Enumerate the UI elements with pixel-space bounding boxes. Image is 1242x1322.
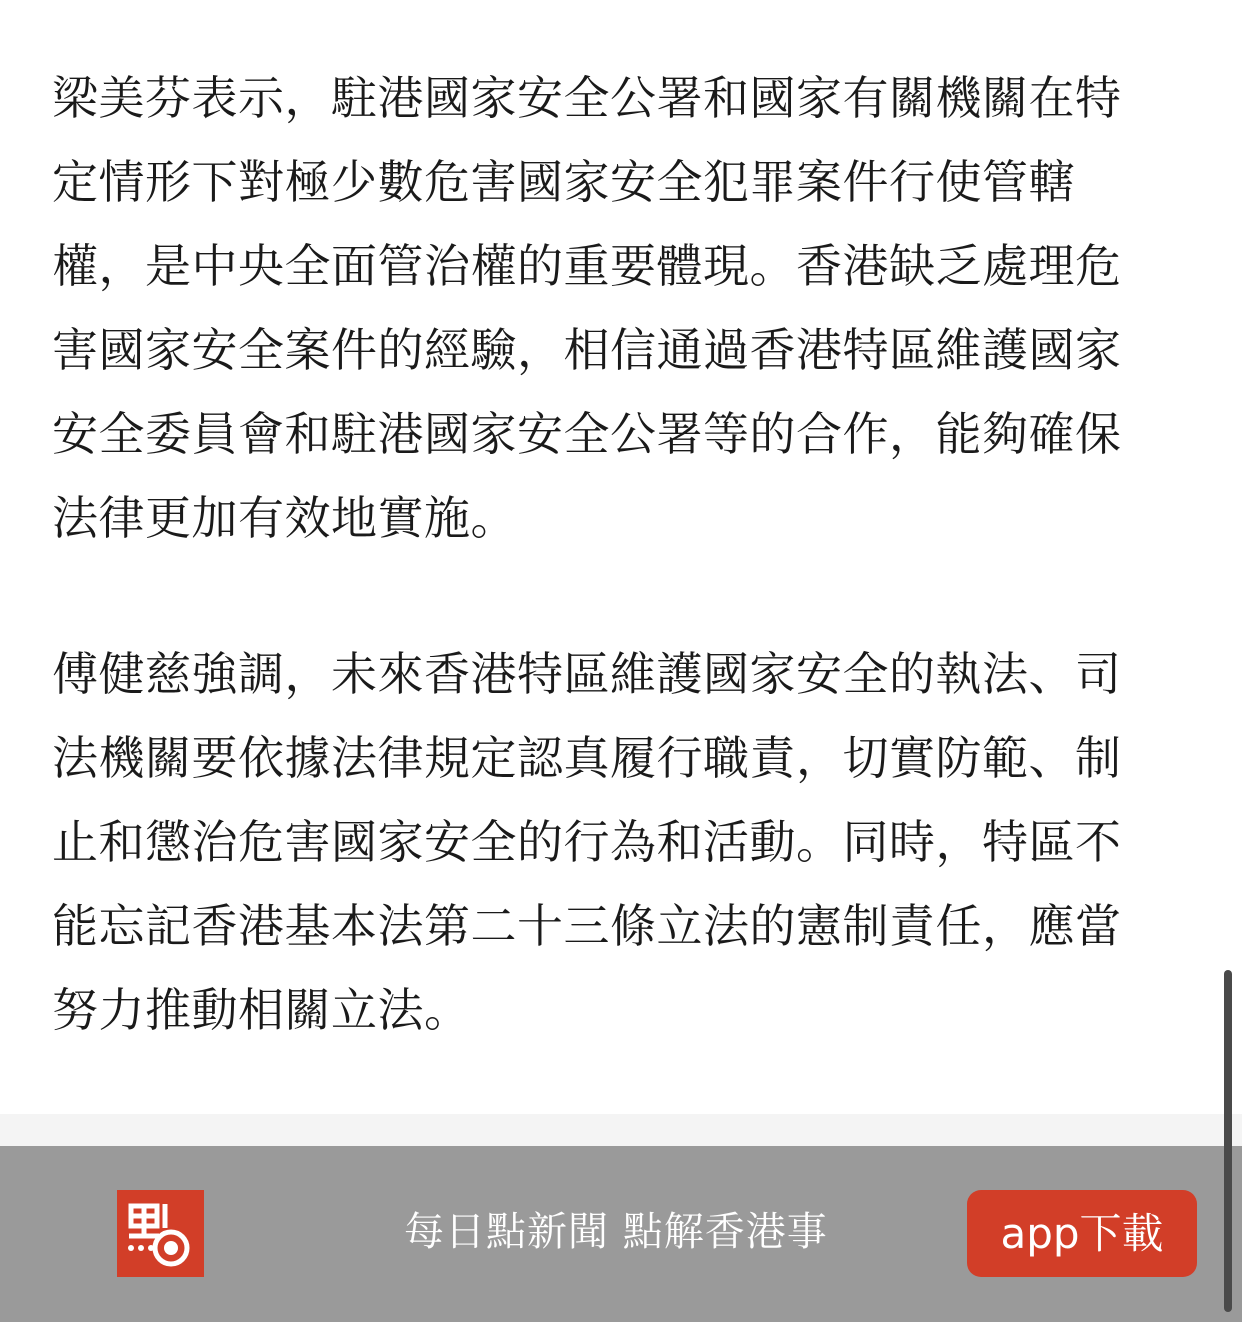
article-paragraph-1: 梁美芬表示，駐港國家安全公署和國家有關機關在特定情形下對極少數危害國家安全犯罪案件行使管轄權，是中央全面管治權的重要體現。香港缺乏處理危害國家安全案件的經驗，相信通過香港特區維護國家安全委員會和駐港國家安全公署等的合作，能夠確保法律更加有效地實施。 [52, 71, 1122, 545]
article-paragraph-2: 傅健慈強調，未來香港特區維護國家安全的執法、司法機關要依據法律規定認真履行職責，切實防範、制止和懲治危害國家安全的行為和活動。同時，特區不能忘記香港基本法第二十三條立法的憲制責任，應當努力推動相關立法。 [52, 647, 1122, 1037]
article-body [52, 56, 1160, 1052]
app-promo-bar [0, 1146, 1242, 1322]
app-download-button[interactable]: app下載 [967, 1190, 1197, 1277]
dot-news-logo-icon [117, 1190, 204, 1277]
scrollbar-thumb[interactable] [1224, 970, 1232, 1312]
promo-slogan: 每日點新聞 點解香港事 [404, 1209, 828, 1255]
bottom-bar-divider [0, 1114, 1242, 1146]
